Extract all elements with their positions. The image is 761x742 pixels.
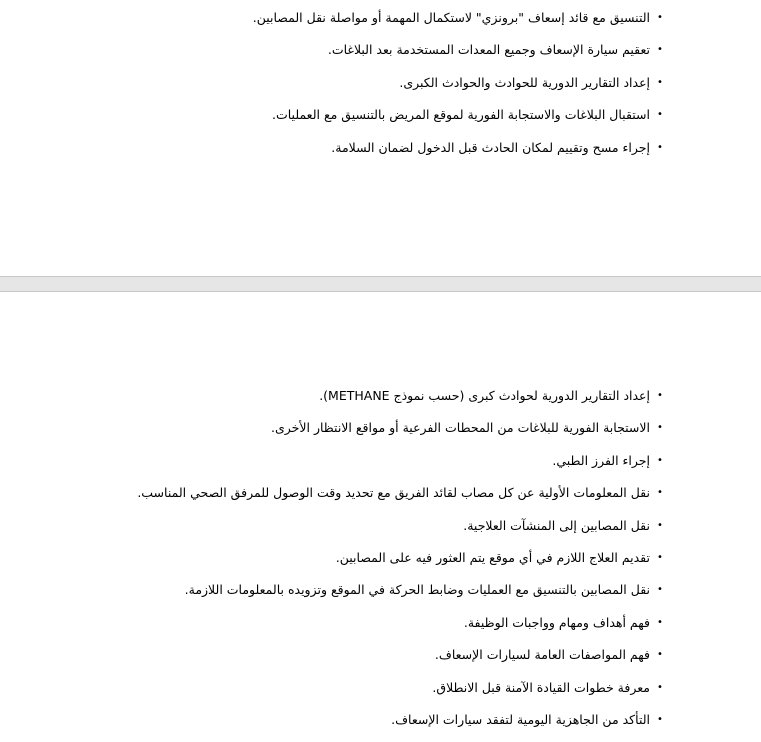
- bullet-icon: •: [657, 584, 663, 596]
- bullet-icon: •: [657, 649, 663, 661]
- bullet-icon: •: [657, 76, 663, 88]
- bullet-icon: •: [657, 12, 663, 23]
- list-item: [46, 418, 666, 450]
- list-item: [46, 386, 666, 418]
- list-item: [46, 105, 666, 137]
- list-item: [46, 483, 666, 515]
- list-item: [46, 73, 666, 105]
- document-page-2: [0, 292, 761, 733]
- list-item-text: تقديم العلاج اللازم في أي موقع يتم العثور فيه على المصابين.: [335, 549, 650, 565]
- bullet-icon: •: [657, 390, 663, 401]
- bullet-icon: •: [657, 713, 663, 725]
- list-item-text: إجراء مسح وتقييم لمكان الحادث قبل الدخول لضمان السلامة.: [331, 139, 650, 155]
- list-item-text: التنسيق مع قائد إسعاف "برونزي" لاستكمال المهمة أو مواصلة نقل المصابين.: [252, 10, 650, 25]
- list-item: [46, 8, 666, 40]
- bullet-icon: •: [657, 141, 663, 153]
- bullet-icon: •: [657, 109, 663, 121]
- bullet-icon: •: [657, 422, 663, 434]
- list-item-text: إجراء الفرز الطبي.: [552, 452, 650, 468]
- list-item-text: معرفة خطوات القيادة الآمنة قبل الانطلاق.: [432, 679, 650, 695]
- list-item-text: فهم أهداف ومهام وواجبات الوظيفة.: [463, 614, 650, 630]
- list-item: [46, 613, 666, 645]
- bullet-icon: •: [657, 616, 663, 628]
- list-item-text: نقل المصابين بالتنسيق مع العمليات وضابط الحركة في الموقع وتزويده بالمعلومات اللازمة.: [184, 582, 650, 598]
- document-page-1: [0, 0, 761, 276]
- list-item: [46, 138, 666, 170]
- list-item: [46, 548, 666, 580]
- list-item-text: الاستجابة الفورية للبلاغات من المحطات الفرعية أو مواقع الانتظار الأخرى.: [271, 420, 650, 436]
- bullet-icon: •: [657, 519, 663, 531]
- bullet-icon: •: [657, 454, 663, 466]
- list-item: [46, 40, 666, 72]
- bullet-icon: •: [657, 44, 663, 56]
- list-item-text: نقل المعلومات الأولية عن كل مصاب لقائد الفريق مع تحديد وقت الوصول للمرفق الصحي المناسب.: [137, 485, 650, 501]
- bullet-icon: •: [657, 487, 663, 499]
- bullet-list: [46, 8, 666, 170]
- list-item: [46, 710, 666, 742]
- page-separator: [0, 276, 761, 292]
- list-item-text: فهم المواصفات العامة لسيارات الإسعاف.: [434, 647, 650, 663]
- list-item: [46, 580, 666, 612]
- list-item-text: إعداد التقارير الدورية للحوادث والحوادث الكبرى.: [399, 74, 650, 90]
- list-item-text: استقبال البلاغات والاستجابة الفورية لموقع المريض بالتنسيق مع العمليات.: [272, 107, 650, 123]
- list-item-text: نقل المصابين إلى المنشآت العلاجية.: [463, 517, 650, 533]
- list-item-text: التأكد من الجاهزية اليومية لتفقد سيارات الإسعاف.: [391, 711, 650, 727]
- bullet-icon: •: [657, 551, 663, 563]
- bullet-list: [46, 386, 666, 742]
- list-item: [46, 516, 666, 548]
- bullet-icon: •: [657, 681, 663, 693]
- list-item-text: إعداد التقارير الدورية لحوادث كبرى (حسب نموذج METHANE).: [319, 388, 650, 403]
- list-item: [46, 451, 666, 483]
- list-item: [46, 678, 666, 710]
- list-item: [46, 645, 666, 677]
- list-item-text: تعقيم سيارة الإسعاف وجميع المعدات المستخدمة بعد البلاغات.: [327, 42, 650, 58]
